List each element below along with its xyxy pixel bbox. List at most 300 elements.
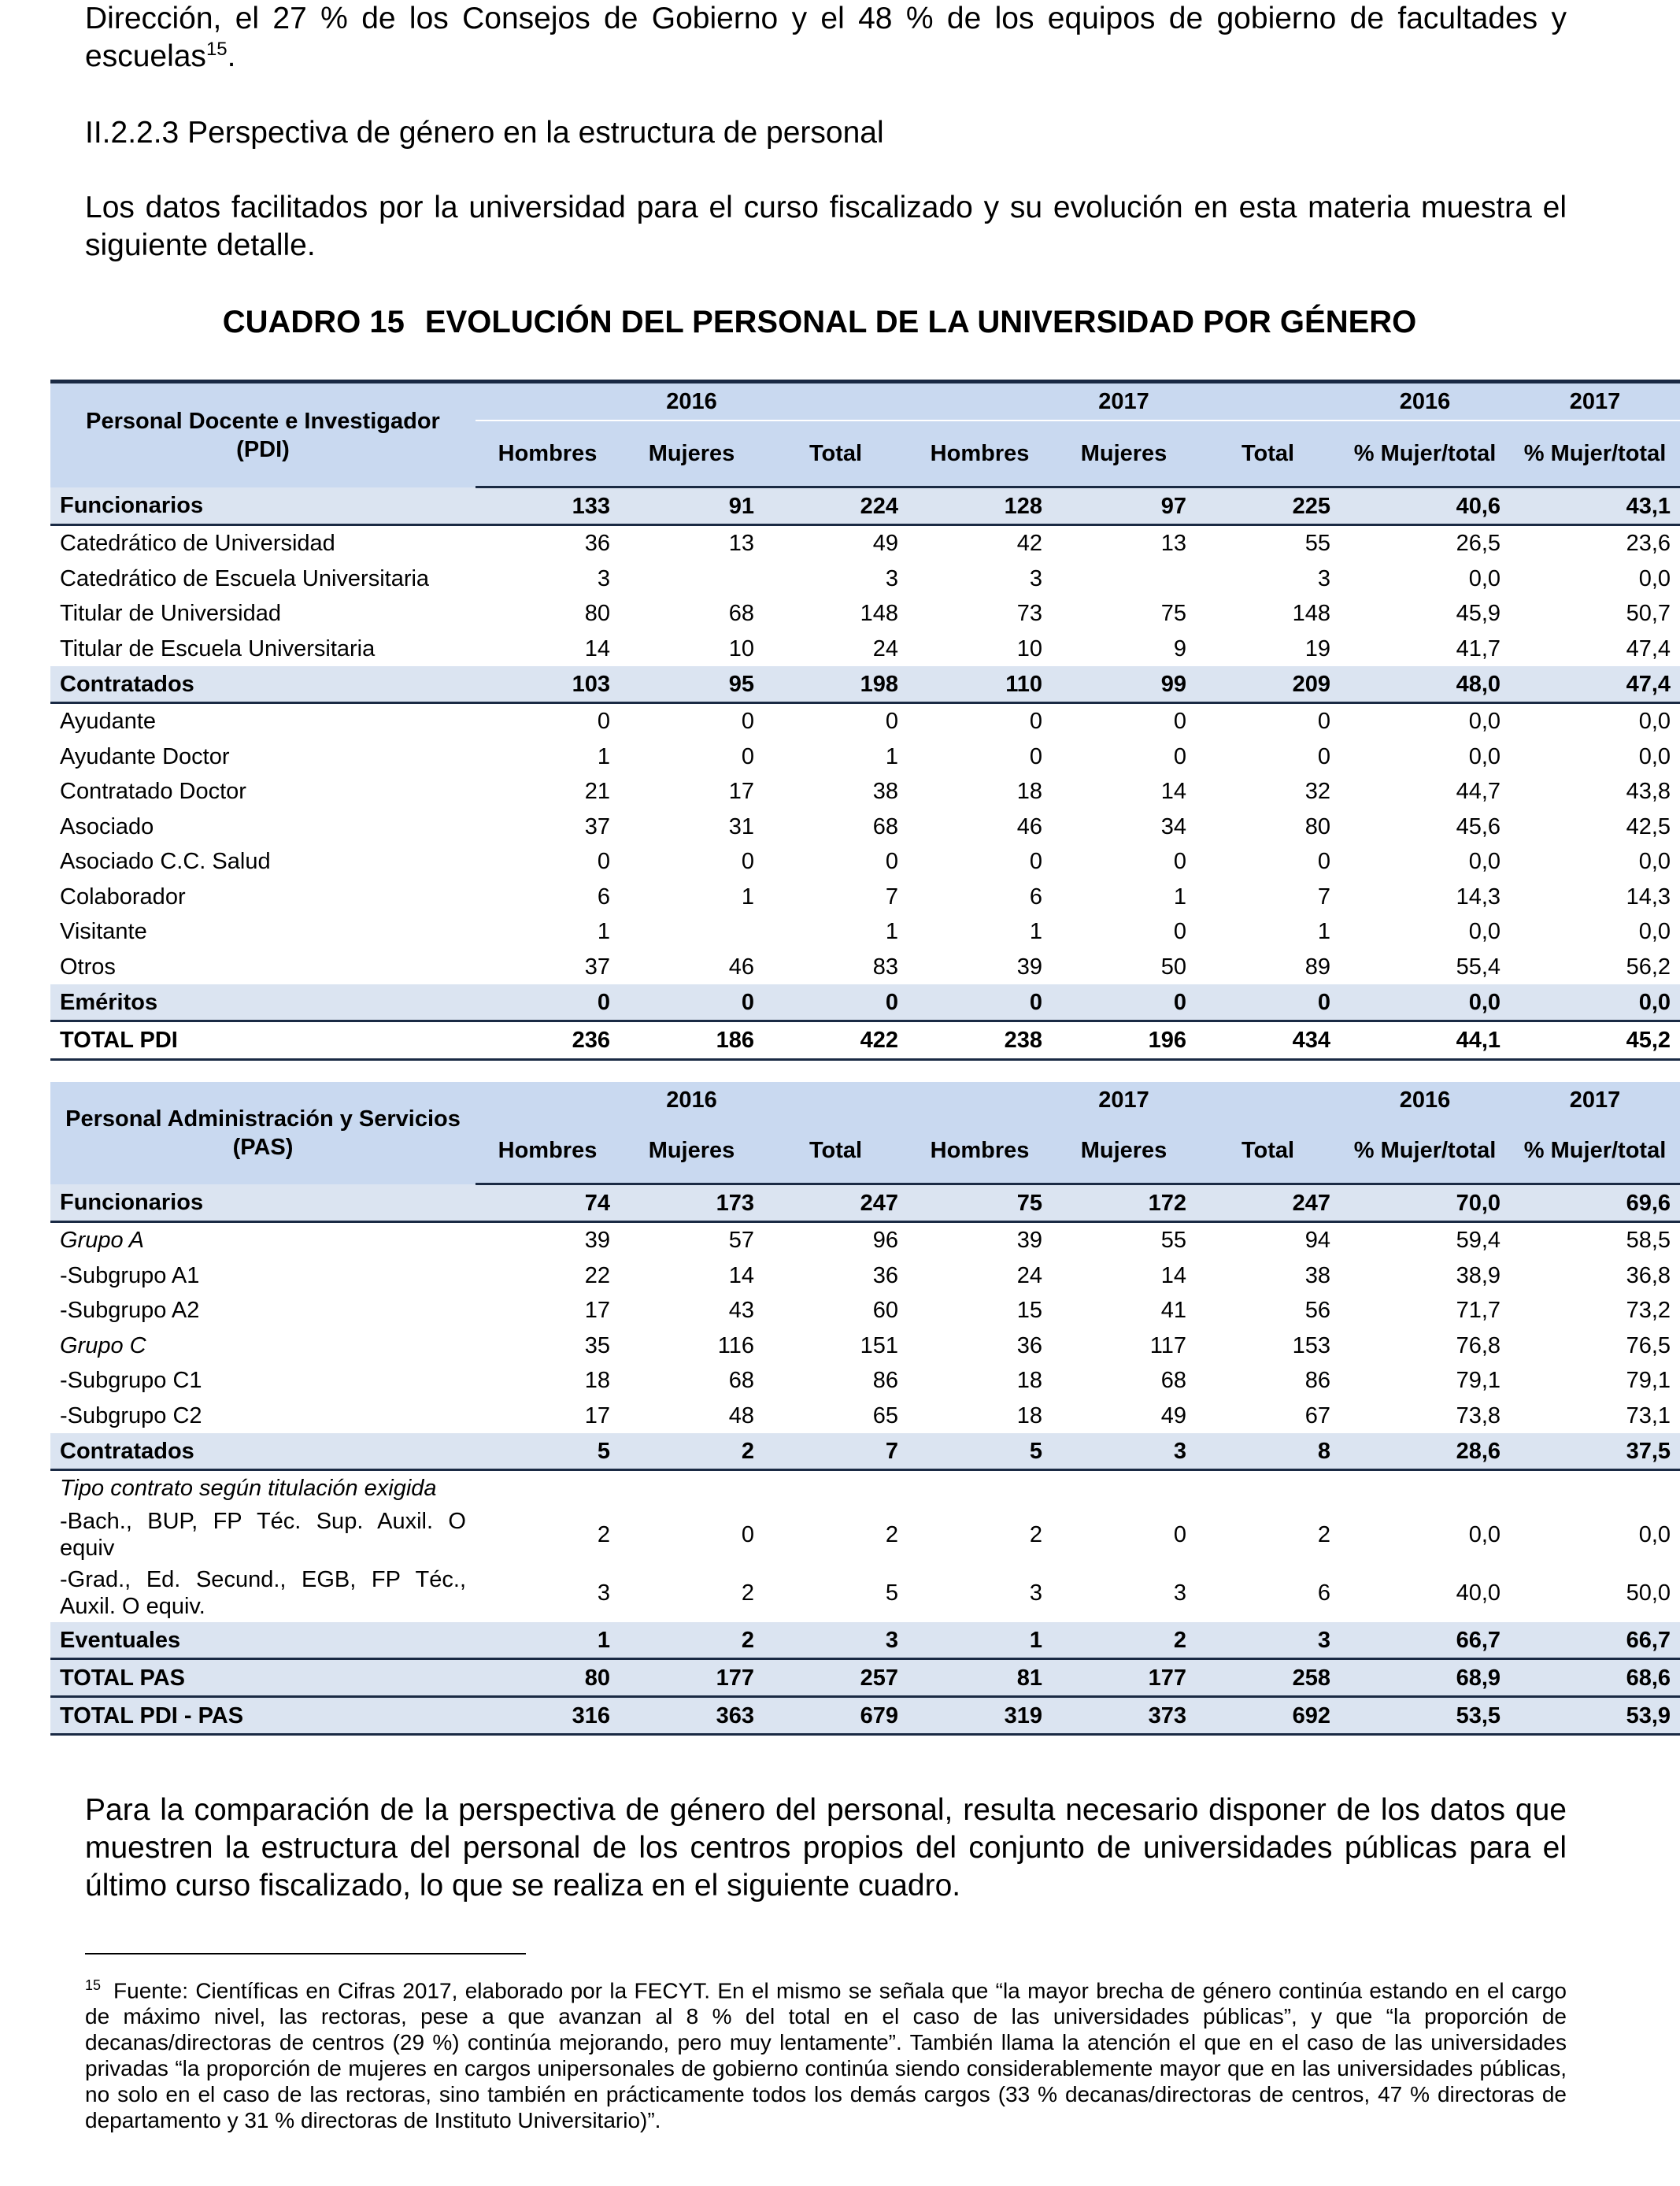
table-cell: 81: [908, 1659, 1052, 1697]
column-header: Mujeres: [1052, 1118, 1196, 1184]
column-header: Mujeres: [620, 421, 764, 487]
row-label: -Subgrupo C2: [60, 1402, 202, 1428]
row-label: Contratado Doctor: [60, 779, 246, 805]
table-cell: 38: [1304, 1262, 1331, 1288]
table-cell: 14: [1160, 779, 1187, 805]
section-subheading: II.2.2.3 Perspectiva de género en la estructura de personal: [85, 116, 884, 150]
table-row: [50, 632, 1680, 667]
column-header: Hombres: [476, 1118, 620, 1184]
table-cell: 1: [741, 884, 754, 910]
table-cell: 55: [1160, 1228, 1187, 1254]
table-cell: 43: [728, 1298, 754, 1324]
footnote-reference[interactable]: 15: [205, 39, 228, 60]
table-cell: 48: [728, 1402, 754, 1428]
column-header: Total: [764, 421, 908, 487]
table-row: [50, 1697, 1680, 1735]
table-cell: 258: [1196, 1659, 1340, 1697]
table-cell: 10: [1016, 635, 1043, 661]
row-label: Grupo A: [60, 1228, 144, 1254]
row-label: TOTAL PDI: [50, 1021, 476, 1060]
table-cell: 37: [584, 954, 610, 980]
table-cell: 0: [1173, 849, 1187, 875]
table-cell: 70,0: [1340, 1184, 1510, 1222]
table-cell: 148: [1292, 601, 1331, 627]
pas-year-header: 2016: [476, 1082, 908, 1118]
table-cell: 50,7: [1626, 601, 1671, 627]
table-row: [50, 1222, 1680, 1258]
table-cell: 26,5: [1456, 531, 1501, 557]
table-cell: 37,5: [1510, 1433, 1680, 1470]
table-cell: 1: [597, 919, 610, 945]
table-cell: 0: [620, 984, 764, 1021]
table-cell: 50: [1160, 954, 1187, 980]
table-cell: 5: [476, 1433, 620, 1470]
table-cell: 58,5: [1626, 1228, 1671, 1254]
table-cell: 73,8: [1456, 1402, 1501, 1428]
table-cell: 68,9: [1340, 1659, 1510, 1697]
table-cell: 1: [476, 1622, 620, 1659]
table-cell: 8: [1196, 1433, 1340, 1470]
pdi-year-header: 2017: [1510, 382, 1680, 421]
table-cell: 41: [1160, 1298, 1187, 1324]
table-cell: 89: [1304, 954, 1331, 980]
table-cell: 2: [1029, 1522, 1043, 1547]
table-cell: 35: [584, 1332, 610, 1358]
table-cell: 0: [1317, 849, 1331, 875]
row-label: Colaborador: [60, 884, 186, 910]
table-cell: 177: [1052, 1659, 1196, 1697]
table-cell: 0,0: [1468, 743, 1501, 769]
table-row: [50, 525, 1680, 561]
pdi-table-title: Personal Docente e Investigador (PDI): [50, 382, 476, 487]
footnote: [85, 1973, 1567, 2133]
table-cell: 0: [741, 849, 754, 875]
table-row: [50, 666, 1680, 703]
table-cell: 91: [620, 487, 764, 525]
column-header: Mujeres: [1052, 421, 1196, 487]
table-cell: 128: [908, 487, 1052, 525]
table-cell: 3: [1029, 1580, 1043, 1606]
table-cell: 177: [620, 1659, 764, 1697]
table-cell: 45,2: [1510, 1021, 1680, 1060]
table-cell: [620, 914, 764, 950]
table-row: [50, 914, 1680, 950]
table-row: [50, 950, 1680, 985]
pas-table-title: Personal Administración y Servicios (PAS): [50, 1082, 476, 1184]
table-cell: 0,0: [1638, 565, 1671, 591]
row-label: -Subgrupo A1: [60, 1262, 200, 1288]
table-cell: 73: [1016, 601, 1043, 627]
table-cell: 3: [1052, 1433, 1196, 1470]
table-cell: 434: [1196, 1021, 1340, 1060]
table-cell: 71,7: [1456, 1298, 1501, 1324]
table-cell: 198: [764, 666, 908, 703]
table-cell: 3: [1029, 565, 1043, 591]
table-cell: 97: [1052, 487, 1196, 525]
table-cell: 36: [872, 1262, 899, 1288]
table-cell: [908, 1470, 1052, 1506]
table-cell: 53,9: [1510, 1697, 1680, 1735]
table-cell: 76,5: [1626, 1332, 1671, 1358]
table-cell: 2: [741, 1580, 754, 1606]
table-row: [50, 703, 1680, 739]
table-cell: 148: [860, 601, 899, 627]
table-cell: 0: [1173, 709, 1187, 735]
table-cell: 18: [584, 1368, 610, 1394]
table-row: [50, 1470, 1680, 1506]
table-cell: 49: [1160, 1402, 1187, 1428]
table-cell: 7: [885, 884, 899, 910]
table-title: [0, 303, 1639, 341]
table-cell: 103: [476, 666, 620, 703]
table-cell: 18: [1016, 1368, 1043, 1394]
pdi-table: [50, 380, 1680, 1061]
table-cell: 224: [764, 487, 908, 525]
table-cell: 9: [1173, 635, 1187, 661]
table-cell: 39: [584, 1228, 610, 1254]
table-cell: 0: [1173, 919, 1187, 945]
table-cell: 55,4: [1456, 954, 1501, 980]
table-title-number: CUADRO 15: [222, 305, 405, 339]
table-cell: 53,5: [1340, 1697, 1510, 1735]
column-header: % Mujer/total: [1510, 1118, 1680, 1184]
table-cell: 0,0: [1510, 984, 1680, 1021]
row-label: Ayudante Doctor: [60, 743, 230, 769]
footnote-number: 15: [85, 1977, 102, 1993]
table-cell: 116: [717, 1332, 754, 1358]
table-cell: 40,6: [1340, 487, 1510, 525]
intro-tail-end: .: [227, 39, 236, 73]
table-cell: 19: [1304, 635, 1331, 661]
column-header: % Mujer/total: [1510, 421, 1680, 487]
table-cell: 15: [1016, 1298, 1043, 1324]
table-cell: 0: [1173, 1522, 1187, 1547]
row-label: -Subgrupo C1: [60, 1368, 202, 1394]
table-cell: 48,0: [1340, 666, 1510, 703]
table-cell: 31: [728, 813, 754, 839]
table-row: [50, 844, 1680, 880]
footnote-text: Fuente: Científicas en Cifras 2017, elaborado por la FECYT. En el mismo se señala que “la mayor brecha de género continúa estando en el cargo de máximo nivel, las rectoras, pese a que avanzan al 8 % del total en el caso de las universidades públicas”, y que “la proporción de decanas/directoras de centros (29 %) continúa mejorando, pero muy lentamente”. También llama la atención el que en el caso de las universidades privadas “la proporción de mujeres en cargos unipersonales de gobierno continúa siendo considerablemente mayor que en las universidades públicas, no solo en el caso de las rectoras, sino también en prácticamente todos los demás cargos (33 % decanas/directoras de centros, 47 % directoras de departamento y 31 % directoras de Instituto Universitario)”.: [85, 1978, 1567, 2133]
table-cell: 38,9: [1456, 1262, 1501, 1288]
table-cell: [1052, 561, 1196, 597]
table-cell: 0,0: [1638, 1522, 1671, 1547]
table-row: [50, 1021, 1680, 1060]
table-cell: 96: [872, 1228, 899, 1254]
table-cell: 68: [728, 601, 754, 627]
row-label: Titular de Escuela Universitaria: [60, 635, 376, 661]
row-label: -Grad., Ed. Secund., EGB, FP Téc., Auxil. O equiv.: [60, 1567, 466, 1619]
table-cell: 18: [1016, 1402, 1043, 1428]
table-cell: 257: [764, 1659, 908, 1697]
table-cell: 0: [908, 984, 1052, 1021]
table-cell: 86: [872, 1368, 899, 1394]
table-cell: [620, 1470, 764, 1506]
row-label: Funcionarios: [50, 1184, 476, 1222]
table-cell: 692: [1196, 1697, 1340, 1735]
row-label: Contratados: [50, 666, 476, 703]
table-cell: [1510, 1470, 1680, 1506]
table-row: [50, 1258, 1680, 1294]
table-cell: 3: [764, 1622, 908, 1659]
table-cell: 66,7: [1510, 1622, 1680, 1659]
table-cell: [1340, 1470, 1510, 1506]
table-cell: 1: [1173, 884, 1187, 910]
table-cell: 24: [872, 635, 899, 661]
table-cell: 39: [1016, 954, 1043, 980]
table-row: [50, 774, 1680, 810]
table-cell: 14,3: [1626, 884, 1671, 910]
table-cell: 0,0: [1468, 709, 1501, 735]
table-cell: 117: [1149, 1332, 1187, 1358]
column-header: Total: [1196, 421, 1340, 487]
table-cell: 373: [1052, 1697, 1196, 1735]
table-cell: 225: [1196, 487, 1340, 525]
pdi-year-header: 2016: [1340, 382, 1510, 421]
table-cell: 74: [476, 1184, 620, 1222]
table-row: [50, 1564, 1680, 1622]
table-cell: 79,1: [1456, 1368, 1501, 1394]
table-cell: 1: [885, 743, 899, 769]
table-cell: 0,0: [1468, 565, 1501, 591]
table-cell: 46: [728, 954, 754, 980]
table-cell: 36: [1016, 1332, 1043, 1358]
table-row: [50, 1433, 1680, 1470]
table-cell: 17: [584, 1402, 610, 1428]
table-cell: 0: [1317, 743, 1331, 769]
table-cell: 0: [597, 849, 610, 875]
row-label: Contratados: [50, 1433, 476, 1470]
table-cell: 42: [1016, 531, 1043, 557]
table-row: [50, 1293, 1680, 1328]
table-cell: 18: [1016, 779, 1043, 805]
table-cell: 80: [476, 1659, 620, 1697]
table-cell: 83: [872, 954, 899, 980]
table-cell: 41,7: [1456, 635, 1501, 661]
table-cell: 0: [741, 709, 754, 735]
column-header: Hombres: [476, 421, 620, 487]
row-label: Eméritos: [50, 984, 476, 1021]
table-cell: 2: [885, 1522, 899, 1547]
pas-year-header: 2017: [1510, 1082, 1680, 1118]
table-cell: 73,2: [1626, 1298, 1671, 1324]
table-cell: 95: [620, 666, 764, 703]
table-cell: 422: [764, 1021, 908, 1060]
table-cell: 68: [728, 1368, 754, 1394]
row-label: TOTAL PAS: [50, 1659, 476, 1697]
pas-year-header: 2016: [1340, 1082, 1510, 1118]
table-row: [50, 810, 1680, 845]
table-cell: 68: [1160, 1368, 1187, 1394]
table-cell: 363: [620, 1697, 764, 1735]
table-cell: [620, 561, 764, 597]
table-cell: 17: [584, 1298, 610, 1324]
table-cell: 43,8: [1626, 779, 1671, 805]
row-label: Ayudante: [60, 709, 157, 735]
table-cell: 28,6: [1340, 1433, 1510, 1470]
table-cell: 80: [1304, 813, 1331, 839]
table-cell: 209: [1196, 666, 1340, 703]
table-row: [50, 487, 1680, 525]
table-cell: 172: [1052, 1184, 1196, 1222]
table-row: [50, 1328, 1680, 1364]
closing-paragraph: Para la comparación de la perspectiva de género del personal, resulta necesario disponer de los datos que muestren la estructura del personal de los centros propios del conjunto de universidades públicas para el último curso fiscalizado, lo que se realiza en el siguiente cuadro.: [85, 1793, 1567, 1903]
table-cell: 0: [597, 709, 610, 735]
table-cell: 0: [885, 849, 899, 875]
table-title-text: EVOLUCIÓN DEL PERSONAL DE LA UNIVERSIDAD POR GÉNERO: [424, 305, 1417, 339]
table-cell: 151: [860, 1332, 899, 1358]
table-cell: 133: [476, 487, 620, 525]
table-cell: 2: [597, 1522, 610, 1547]
table-cell: 40,0: [1456, 1580, 1501, 1606]
table-cell: 44,7: [1456, 779, 1501, 805]
table-cell: 24: [1016, 1262, 1043, 1288]
table-cell: 67: [1304, 1402, 1331, 1428]
table-cell: 1: [1317, 919, 1331, 945]
table-cell: 110: [908, 666, 1052, 703]
table-cell: 39: [1016, 1228, 1043, 1254]
table-cell: 0: [1196, 984, 1340, 1021]
table-row: [50, 739, 1680, 775]
row-label: Funcionarios: [50, 487, 476, 525]
table-cell: [476, 1470, 620, 1506]
table-cell: 0: [1052, 984, 1196, 1021]
table-cell: 173: [620, 1184, 764, 1222]
pas-table-body: [50, 1184, 1680, 1735]
table-cell: 319: [908, 1697, 1052, 1735]
table-cell: 0: [885, 709, 899, 735]
table-cell: 196: [1052, 1021, 1196, 1060]
table-cell: 69,6: [1510, 1184, 1680, 1222]
table-cell: 6: [1317, 1580, 1331, 1606]
table-cell: 45,6: [1456, 813, 1501, 839]
table-cell: 49: [872, 531, 899, 557]
table-cell: [1052, 1470, 1196, 1506]
table-cell: 94: [1304, 1228, 1331, 1254]
table-cell: 99: [1052, 666, 1196, 703]
row-label: Catedrático de Escuela Universitaria: [60, 565, 430, 591]
row-label: Tipo contrato según titulación exigida: [60, 1476, 437, 1501]
table-cell: 73,1: [1626, 1402, 1671, 1428]
table-cell: 22: [584, 1262, 610, 1288]
table-cell: 14: [1160, 1262, 1187, 1288]
table-cell: 0: [1317, 709, 1331, 735]
table-cell: 68: [872, 813, 899, 839]
table-cell: 7: [764, 1433, 908, 1470]
row-label: -Bach., BUP, FP Téc. Sup. Auxil. O equiv: [60, 1509, 466, 1561]
table-cell: 6: [597, 884, 610, 910]
table-cell: 0,0: [1638, 919, 1671, 945]
table-cell: 65: [872, 1402, 899, 1428]
table-cell: 247: [1196, 1184, 1340, 1222]
row-label: -Subgrupo A2: [60, 1298, 200, 1324]
table-row: [50, 880, 1680, 915]
table-cell: 153: [1292, 1332, 1331, 1358]
column-header: % Mujer/total: [1340, 421, 1510, 487]
table-cell: 43,1: [1510, 487, 1680, 525]
table-row: [50, 984, 1680, 1021]
table-cell: 60: [872, 1298, 899, 1324]
table-cell: 42,5: [1626, 813, 1671, 839]
table-row: [50, 1363, 1680, 1399]
table-cell: 0: [476, 984, 620, 1021]
table-cell: 2: [620, 1622, 764, 1659]
row-label: Titular de Universidad: [60, 601, 281, 627]
table-cell: 17: [728, 779, 754, 805]
table-cell: 57: [728, 1228, 754, 1254]
table-cell: 47,4: [1510, 666, 1680, 703]
row-label: Visitante: [60, 919, 147, 945]
pas-year-header: 2017: [908, 1082, 1340, 1118]
table-cell: 68,6: [1510, 1659, 1680, 1697]
table-row: [50, 1622, 1680, 1659]
column-header: % Mujer/total: [1340, 1118, 1510, 1184]
table-row: [50, 1659, 1680, 1697]
table-cell: 45,9: [1456, 601, 1501, 627]
table-cell: 13: [1160, 531, 1187, 557]
table-row: [50, 1506, 1680, 1564]
column-header: Hombres: [908, 1118, 1052, 1184]
table-cell: 23,6: [1626, 531, 1671, 557]
table-cell: 3: [597, 565, 610, 591]
table-cell: 0,0: [1468, 1522, 1501, 1547]
table-cell: 2: [1052, 1622, 1196, 1659]
intro-paragraph: Los datos facilitados por la universidad para el curso fiscalizado y su evolución en esta materia muestra el siguiente detalle.: [85, 191, 1567, 262]
table-cell: [1196, 1470, 1340, 1506]
table-cell: 1: [597, 743, 610, 769]
table-cell: 55: [1304, 531, 1331, 557]
table-cell: 679: [764, 1697, 908, 1735]
table-cell: 0: [1029, 849, 1043, 875]
table-cell: 2: [620, 1433, 764, 1470]
table-cell: 0: [764, 984, 908, 1021]
table-cell: 76,8: [1456, 1332, 1501, 1358]
pdi-table-body: [50, 487, 1680, 1060]
table-cell: 3: [597, 1580, 610, 1606]
table-cell: 0,0: [1340, 984, 1510, 1021]
table-cell: 32: [1304, 779, 1331, 805]
table-row: [50, 596, 1680, 632]
column-header: Mujeres: [620, 1118, 764, 1184]
table-cell: 236: [476, 1021, 620, 1060]
table-cell: 14: [584, 635, 610, 661]
table-cell: 37: [584, 813, 610, 839]
table-cell: 2: [1317, 1522, 1331, 1547]
table-cell: 3: [1317, 565, 1331, 591]
table-cell: 0,0: [1638, 849, 1671, 875]
table-cell: 44,1: [1340, 1021, 1510, 1060]
table-row: [50, 1184, 1680, 1222]
table-cell: 3: [885, 565, 899, 591]
table-cell: 1: [908, 1622, 1052, 1659]
table-cell: 86: [1304, 1368, 1331, 1394]
pdi-year-header: 2016: [476, 382, 908, 421]
table-cell: 75: [908, 1184, 1052, 1222]
table-cell: 0,0: [1638, 743, 1671, 769]
table-cell: 1: [885, 919, 899, 945]
table-cell: 1: [1029, 919, 1043, 945]
row-label: TOTAL PDI - PAS: [50, 1697, 476, 1735]
table-cell: 0,0: [1638, 709, 1671, 735]
row-label: Eventuales: [50, 1622, 476, 1659]
table-cell: 316: [476, 1697, 620, 1735]
footnote-separator: [85, 1953, 526, 1954]
table-cell: 5: [885, 1580, 899, 1606]
table-cell: 238: [908, 1021, 1052, 1060]
column-header: Total: [764, 1118, 908, 1184]
table-cell: [764, 1470, 908, 1506]
table-cell: 0,0: [1468, 919, 1501, 945]
table-cell: 186: [620, 1021, 764, 1060]
